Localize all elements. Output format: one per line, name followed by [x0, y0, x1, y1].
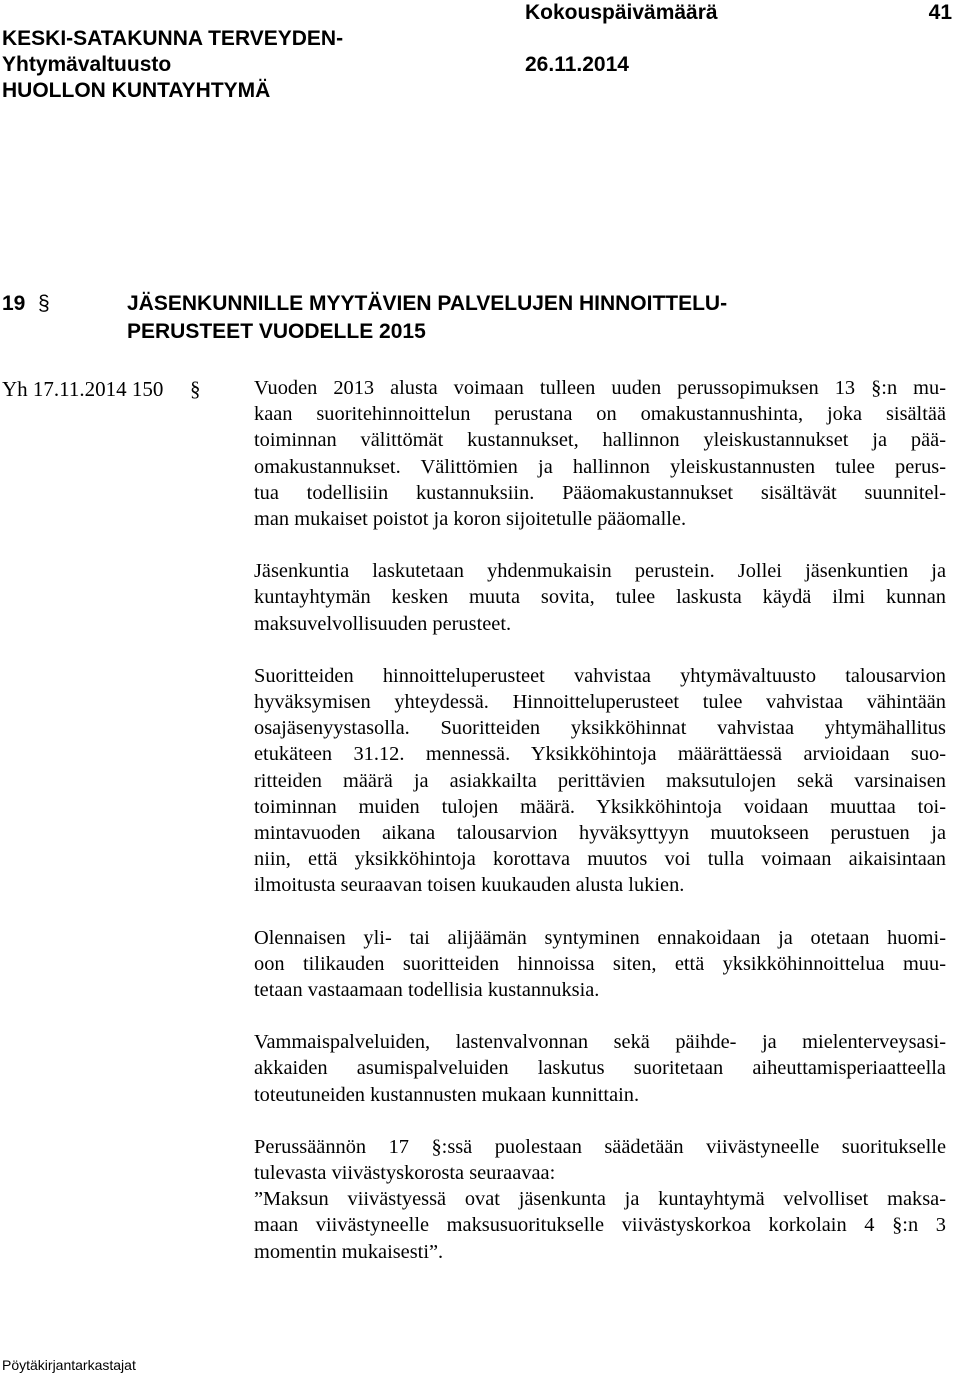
decision-reference-text: Yh 17.11.2014 150	[2, 377, 164, 401]
meeting-date-label: Kokouspäivämäärä	[525, 1, 718, 24]
body-line: mintavuoden aikana talousarvion hyväksyttyyn muutokseen perustuen ja	[254, 822, 946, 845]
body-line: ”Maksun viivästyessä ovat jäsenkunta ja kuntayhtymä velvolliset maksa-	[254, 1188, 946, 1211]
body-line: kuntayhtymän kesken muuta sovita, tulee laskusta käydä ilmi kunnan	[254, 586, 946, 609]
body-paragraph	[254, 375, 946, 532]
section-sign: §	[38, 292, 50, 315]
body-line: ritteiden määrä ja asiakkailta perittävien maksutulojen sekä varsinaisen	[254, 769, 946, 792]
body-line: kaan suoritehinnoittelun perustana on omakustannushinta, joka sisältää	[254, 403, 946, 426]
body-paragraph	[254, 558, 946, 637]
body-line: etukäteen 31.12. mennessä. Yksikköhintoja määrättäessä arvioidaan suo-	[254, 743, 946, 766]
body-line: Suoritteiden hinnoitteluperusteet vahvistaa yhtymävaltuusto talousarvion	[254, 664, 946, 687]
meeting-body: Yhtymävaltuusto	[2, 53, 172, 76]
body-line: toiminnan välittömät kustannukset, hallinnon yleiskustannukset ja pää-	[254, 429, 946, 452]
organization-name-line-1: KESKI-SATAKUNNA TERVEYDEN-	[2, 27, 344, 50]
page-footer	[2, 1356, 136, 1374]
minutes-reviewers-label: Pöytäkirjantarkastajat	[2, 1357, 136, 1373]
body-line: omakustannukset. Välittömien ja hallinnon yleiskustannusten tulee perus-	[254, 455, 946, 478]
body-line: Vammaispalveluiden, lastenvalvonnan sekä päihde- ja mielenterveysasi-	[254, 1031, 946, 1054]
body-paragraph	[254, 1134, 946, 1265]
decision-reference-sign: §	[190, 377, 201, 401]
body-line: Jäsenkuntia laskutetaan yhdenmukaisin perustein. Jollei jäsenkuntien ja	[254, 560, 946, 583]
body-line: toiminnan muiden tulojen määrä. Yksikköhintoja voidaan muuttaa toi-	[254, 795, 946, 818]
body-paragraph	[254, 1029, 946, 1108]
body-line: ilmoitusta seuraavan toisen kuukauden alusta lukien.	[254, 874, 685, 897]
section-title-line-1: JÄSENKUNNILLE MYYTÄVIEN PALVELUJEN HINNOITTELU-	[127, 292, 728, 315]
page-number: 41	[928, 1, 952, 24]
body-paragraph	[254, 925, 946, 1004]
section-title	[127, 290, 907, 346]
body-line: tulevasta viivästyskorosta seuraavaa:	[254, 1162, 556, 1185]
meeting-date: 26.11.2014	[525, 53, 629, 76]
body-line: Olennaisen yli- tai alijäämän syntyminen ennakoidaan ja otetaan huomi-	[254, 926, 946, 949]
body-line: maksuvelvollisuuden perusteet.	[254, 612, 512, 635]
body-line: oon tilikauden suoritteiden hinnoissa siten, että yksikköhinnoittelua muu-	[254, 952, 946, 975]
body-line: momentin mukaisesti”.	[254, 1240, 444, 1263]
body-line: toteutuneiden kustannusten mukaan kunnittain.	[254, 1083, 640, 1106]
organization-name-line-2: HUOLLON KUNTAYHTYMÄ	[2, 79, 271, 102]
body-line: man mukaiset poistot ja koron sijoitetulle pääomalle.	[254, 508, 687, 531]
body-line: tua todellisiin kustannuksiin. Pääomakustannukset sisältävät suunnitel-	[254, 481, 946, 504]
page-header	[0, 0, 960, 102]
body-line: Perussäännön 17 §:ssä puolestaan säädetään viivästyneelle suoritukselle	[254, 1135, 946, 1158]
body-line: akkaiden asumispalveluiden laskutus suoritetaan aiheuttamisperiaatteella	[254, 1057, 946, 1080]
body-line: hyväksymisen yhteydessä. Hinnoitteluperusteet tulee vahvistaa vähintään	[254, 691, 946, 714]
body-line: niin, että yksikköhintoja korottava muutos voi tulla voimaan aikaisintaan	[254, 848, 946, 871]
body-line: maan viivästyneelle maksusuoritukselle viivästyskorkoa korkolain 4 §:n 3	[254, 1214, 946, 1237]
section-body	[254, 375, 946, 1265]
body-line: Vuoden 2013 alusta voimaan tulleen uuden perussopimuksen 13 §:n mu-	[254, 377, 946, 399]
body-line: tetaan vastaamaan todellisia kustannuksia.	[254, 979, 600, 1002]
body-line: osajäsenyystasolla. Suoritteiden yksikköhinnat vahvistaa yhtymähallitus	[254, 717, 946, 740]
section-title-line-2: PERUSTEET VUODELLE 2015	[127, 320, 426, 343]
section-number: 19	[2, 292, 26, 315]
body-paragraph	[254, 663, 946, 899]
